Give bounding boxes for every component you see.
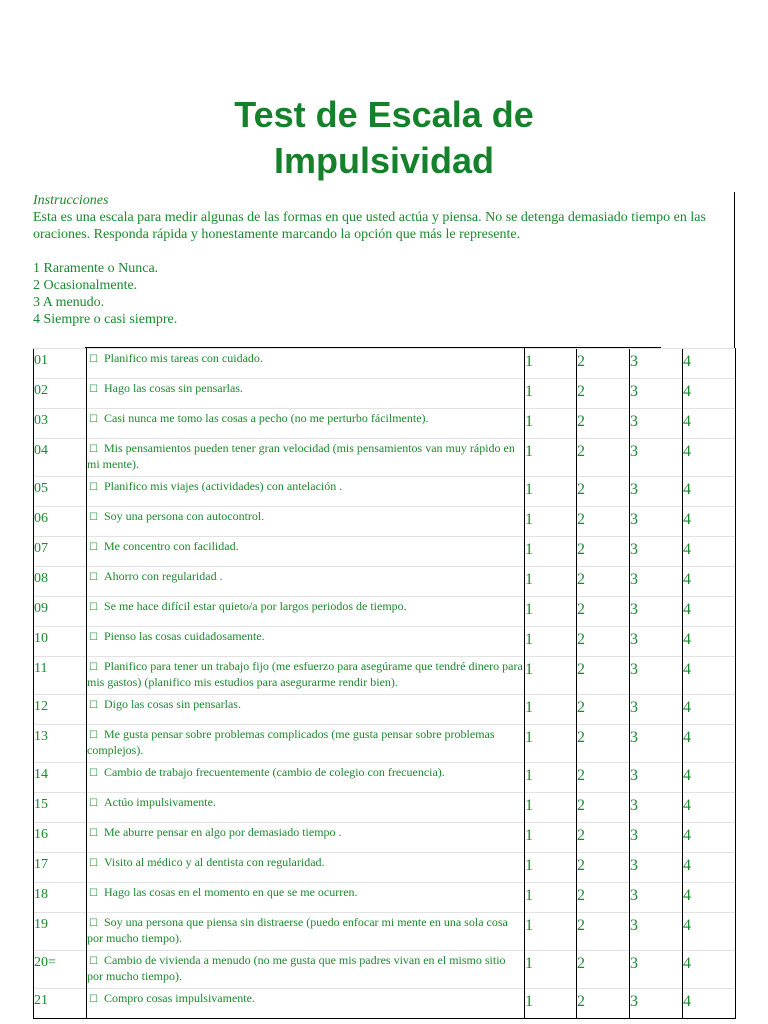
checkbox-icon[interactable]: ☐	[89, 828, 98, 839]
scale-choice-3[interactable]: 3	[630, 627, 683, 657]
item-number: 05	[34, 477, 87, 507]
table-row	[34, 597, 736, 627]
item-number: 01	[34, 349, 87, 379]
scale-choice-4[interactable]: 4	[683, 725, 736, 763]
scale-choice-3[interactable]: 3	[630, 657, 683, 695]
checkbox-icon[interactable]: ☐	[89, 414, 98, 425]
scale-option-2: 2 Ocasionalmente.	[33, 278, 138, 293]
item-number: 04	[34, 439, 87, 477]
item-cell	[87, 823, 525, 853]
table-row	[34, 657, 736, 695]
table-row	[34, 793, 736, 823]
item-text: Actúo impulsivamente.	[103, 795, 216, 809]
item-number: 06	[34, 507, 87, 537]
item-text: Me gusta pensar sobre problemas complicados (me gusta pensar sobre problemas complejos).	[87, 727, 495, 757]
item-number: 20=	[34, 951, 87, 989]
scale-choice-3[interactable]: 3	[630, 913, 683, 951]
item-cell	[87, 439, 525, 477]
item-cell	[87, 507, 525, 537]
scale-choice-1[interactable]: 1	[525, 823, 577, 853]
scale-choice-4[interactable]: 4	[683, 951, 736, 989]
item-text: Planifico mis viajes (actividades) con antelación .	[103, 479, 343, 493]
instructions-block	[33, 192, 735, 348]
item-cell	[87, 951, 525, 989]
scale-choice-2[interactable]: 2	[577, 507, 630, 537]
scale-choice-3[interactable]: 3	[630, 725, 683, 763]
scale-choice-1[interactable]: 1	[525, 913, 577, 951]
item-text: Visito al médico y al dentista con regularidad.	[103, 855, 325, 869]
checkbox-icon[interactable]: ☐	[89, 384, 98, 395]
scale-choice-4[interactable]: 4	[683, 913, 736, 951]
table-row	[34, 477, 736, 507]
scale-choice-4[interactable]: 4	[683, 627, 736, 657]
scale-legend	[33, 260, 728, 328]
scale-choice-3[interactable]: 3	[630, 439, 683, 477]
scale-choice-2[interactable]: 2	[577, 657, 630, 695]
scale-choice-1[interactable]: 1	[525, 853, 577, 883]
scale-choice-2[interactable]: 2	[577, 627, 630, 657]
table-row	[34, 567, 736, 597]
scale-choice-1[interactable]: 1	[525, 409, 577, 439]
table-row	[34, 763, 736, 793]
scale-choice-1[interactable]: 1	[525, 951, 577, 989]
item-number: 02	[34, 379, 87, 409]
scale-choice-4[interactable]: 4	[683, 477, 736, 507]
item-text: Hago las cosas en el momento en que se me ocurren.	[103, 885, 358, 899]
item-number: 07	[34, 537, 87, 567]
scale-choice-4[interactable]: 4	[683, 507, 736, 537]
scale-choice-2[interactable]: 2	[577, 989, 630, 1019]
item-cell	[87, 913, 525, 951]
scale-choice-1[interactable]: 1	[525, 567, 577, 597]
item-text: Compro cosas impulsivamente.	[103, 991, 255, 1005]
scale-choice-2[interactable]: 2	[577, 823, 630, 853]
item-text: Digo las cosas sin pensarlas.	[103, 697, 241, 711]
scale-choice-1[interactable]: 1	[525, 695, 577, 725]
scale-choice-2[interactable]: 2	[577, 439, 630, 477]
table-row	[34, 349, 736, 379]
table-row	[34, 883, 736, 913]
checkbox-icon[interactable]: ☐	[89, 602, 98, 613]
page-title	[0, 92, 768, 184]
scale-choice-4[interactable]: 4	[683, 883, 736, 913]
checkbox-icon[interactable]: ☐	[89, 572, 98, 583]
scale-choice-3[interactable]: 3	[630, 883, 683, 913]
item-number: 08	[34, 567, 87, 597]
item-number: 13	[34, 725, 87, 763]
item-text: Cambio de trabajo frecuentemente (cambio de colegio con frecuencia).	[103, 765, 445, 779]
table-row	[34, 913, 736, 951]
item-cell	[87, 793, 525, 823]
scale-choice-2[interactable]: 2	[577, 793, 630, 823]
table-row	[34, 439, 736, 477]
checkbox-icon[interactable]: ☐	[89, 888, 98, 899]
scale-choice-1[interactable]: 1	[525, 883, 577, 913]
table-row	[34, 379, 736, 409]
scale-choice-2[interactable]: 2	[577, 913, 630, 951]
item-cell	[87, 989, 525, 1019]
scale-choice-2[interactable]: 2	[577, 477, 630, 507]
item-number: 15	[34, 793, 87, 823]
scale-choice-1[interactable]: 1	[525, 725, 577, 763]
item-cell	[87, 763, 525, 793]
scale-choice-1[interactable]: 1	[525, 379, 577, 409]
checkbox-icon[interactable]: ☐	[89, 858, 98, 869]
scale-choice-3[interactable]: 3	[630, 349, 683, 379]
item-number: 14	[34, 763, 87, 793]
item-text: Me concentro con facilidad.	[103, 539, 239, 553]
item-number: 11	[34, 657, 87, 695]
scale-choice-4[interactable]: 4	[683, 989, 736, 1019]
item-text: Ahorro con regularidad .	[103, 569, 223, 583]
scale-choice-2[interactable]: 2	[577, 349, 630, 379]
instructions-label: Instrucciones	[33, 193, 109, 208]
scale-choice-3[interactable]: 3	[630, 793, 683, 823]
item-number: 09	[34, 597, 87, 627]
scale-choice-2[interactable]: 2	[577, 883, 630, 913]
scale-choice-4[interactable]: 4	[683, 537, 736, 567]
table-row	[34, 409, 736, 439]
item-cell	[87, 725, 525, 763]
title-line-2: Impulsividad	[273, 140, 495, 181]
item-cell	[87, 409, 525, 439]
scale-choice-4[interactable]: 4	[683, 379, 736, 409]
item-number: 21	[34, 989, 87, 1019]
scale-choice-2[interactable]: 2	[577, 951, 630, 989]
item-cell	[87, 537, 525, 567]
table-row	[34, 725, 736, 763]
scale-choice-4[interactable]: 4	[683, 439, 736, 477]
checkbox-icon[interactable]: ☐	[89, 512, 98, 523]
item-text: Mis pensamientos pueden tener gran velocidad (mis pensamientos van muy rápido en mi mente).	[87, 441, 515, 471]
scale-choice-3[interactable]: 3	[630, 537, 683, 567]
item-text: Soy una persona que piensa sin distraerse (puedo enfocar mi mente en una sola cosa por mucho tiempo).	[87, 915, 508, 945]
scale-choice-4[interactable]: 4	[683, 597, 736, 627]
scale-choice-2[interactable]: 2	[577, 725, 630, 763]
scale-choice-1[interactable]: 1	[525, 597, 577, 627]
scale-choice-1[interactable]: 1	[525, 439, 577, 477]
scale-choice-3[interactable]: 3	[630, 989, 683, 1019]
scale-choice-1[interactable]: 1	[525, 763, 577, 793]
table-row	[34, 695, 736, 725]
scale-choice-2[interactable]: 2	[577, 567, 630, 597]
item-cell	[87, 627, 525, 657]
scale-choice-3[interactable]: 3	[630, 507, 683, 537]
scale-choice-3[interactable]: 3	[630, 763, 683, 793]
checkbox-icon[interactable]: ☐	[89, 956, 98, 967]
scale-choice-3[interactable]: 3	[630, 409, 683, 439]
checkbox-icon[interactable]: ☐	[89, 730, 98, 741]
scale-choice-2[interactable]: 2	[577, 537, 630, 567]
scale-choice-2[interactable]: 2	[577, 763, 630, 793]
item-number: 03	[34, 409, 87, 439]
item-text: Se me hace difícil estar quieto/a por largos periodos de tiempo.	[103, 599, 407, 613]
item-text: Pienso las cosas cuidadosamente.	[103, 629, 265, 643]
table-row	[34, 627, 736, 657]
scale-choice-4[interactable]: 4	[683, 823, 736, 853]
item-cell	[87, 695, 525, 725]
item-cell	[87, 477, 525, 507]
checkbox-icon[interactable]: ☐	[89, 918, 98, 929]
checkbox-icon[interactable]: ☐	[89, 482, 98, 493]
checkbox-icon[interactable]: ☐	[89, 994, 98, 1005]
item-cell	[87, 567, 525, 597]
scale-choice-3[interactable]: 3	[630, 823, 683, 853]
checkbox-icon[interactable]: ☐	[89, 798, 98, 809]
item-text: Planifico mis tareas con cuidado.	[103, 351, 263, 365]
checkbox-icon[interactable]: ☐	[89, 354, 98, 365]
scale-option-4: 4 Siempre o casi siempre.	[33, 312, 178, 327]
scale-choice-1[interactable]: 1	[525, 477, 577, 507]
scale-choice-1[interactable]: 1	[525, 793, 577, 823]
item-cell	[87, 853, 525, 883]
scale-choice-2[interactable]: 2	[577, 379, 630, 409]
item-text: Cambio de vivienda a menudo (no me gusta que mis padres vivan en el mismo sitio por mucho tiempo).	[87, 953, 506, 983]
scale-choice-1[interactable]: 1	[525, 627, 577, 657]
items-table	[33, 348, 736, 1019]
scale-choice-2[interactable]: 2	[577, 853, 630, 883]
table-row	[34, 823, 736, 853]
scale-choice-1[interactable]: 1	[525, 989, 577, 1019]
scale-choice-2[interactable]: 2	[577, 695, 630, 725]
table-row	[34, 537, 736, 567]
scale-choice-4[interactable]: 4	[683, 567, 736, 597]
checkbox-icon[interactable]: ☐	[89, 768, 98, 779]
checkbox-icon[interactable]: ☐	[89, 700, 98, 711]
scale-choice-3[interactable]: 3	[630, 597, 683, 627]
item-text: Planifico para tener un trabajo fijo (me esfuerzo para asegúrame que tendré dinero para mis gastos) (planifico mis estudios para asegurarme rendir bien).	[87, 659, 523, 689]
scale-choice-4[interactable]: 4	[683, 853, 736, 883]
checkbox-icon[interactable]: ☐	[89, 662, 98, 673]
item-number: 19	[34, 913, 87, 951]
scale-choice-3[interactable]: 3	[630, 567, 683, 597]
item-cell	[87, 657, 525, 695]
item-text: Hago las cosas sin pensarlas.	[103, 381, 243, 395]
item-number: 12	[34, 695, 87, 725]
scale-option-1: 1 Raramente o Nunca.	[33, 261, 159, 276]
table-row	[34, 951, 736, 989]
scale-choice-4[interactable]: 4	[683, 793, 736, 823]
item-number: 18	[34, 883, 87, 913]
item-number: 17	[34, 853, 87, 883]
checkbox-icon[interactable]: ☐	[89, 444, 98, 455]
item-text: Soy una persona con autocontrol.	[103, 509, 265, 523]
checkbox-icon[interactable]: ☐	[89, 542, 98, 553]
scale-choice-3[interactable]: 3	[630, 379, 683, 409]
item-number: 16	[34, 823, 87, 853]
scale-choice-3[interactable]: 3	[630, 951, 683, 989]
scale-choice-2[interactable]: 2	[577, 597, 630, 627]
scale-choice-1[interactable]: 1	[525, 507, 577, 537]
table-row	[34, 989, 736, 1019]
scale-choice-4[interactable]: 4	[683, 409, 736, 439]
scale-choice-3[interactable]: 3	[630, 477, 683, 507]
item-cell	[87, 597, 525, 627]
scale-choice-1[interactable]: 1	[525, 349, 577, 379]
scale-choice-2[interactable]: 2	[577, 409, 630, 439]
item-text: Casi nunca me tomo las cosas a pecho (no me perturbo fácilmente).	[103, 411, 429, 425]
table-row	[34, 507, 736, 537]
scale-choice-3[interactable]: 3	[630, 853, 683, 883]
instructions-text: Esta es una escala para medir algunas de las formas en que usted actúa y piensa. No se detenga demasiado tiempo en las oraciones. Responda rápida y honestamente marcando la opción que más le represente.	[33, 210, 706, 242]
item-number: 10	[34, 627, 87, 657]
scale-option-3: 3 A menudo.	[33, 295, 105, 310]
item-text: Me aburre pensar en algo por demasiado tiempo .	[103, 825, 342, 839]
table-row	[34, 853, 736, 883]
scale-choice-1[interactable]: 1	[525, 657, 577, 695]
scale-choice-4[interactable]: 4	[683, 657, 736, 695]
scale-choice-3[interactable]: 3	[630, 695, 683, 725]
item-cell	[87, 883, 525, 913]
checkbox-icon[interactable]: ☐	[89, 632, 98, 643]
title-line-1: Test de Escala de	[234, 94, 534, 135]
item-cell	[87, 379, 525, 409]
scale-choice-1[interactable]: 1	[525, 537, 577, 567]
scale-choice-4[interactable]: 4	[683, 695, 736, 725]
item-cell	[87, 349, 525, 379]
scale-choice-4[interactable]: 4	[683, 349, 736, 379]
scale-choice-4[interactable]: 4	[683, 763, 736, 793]
